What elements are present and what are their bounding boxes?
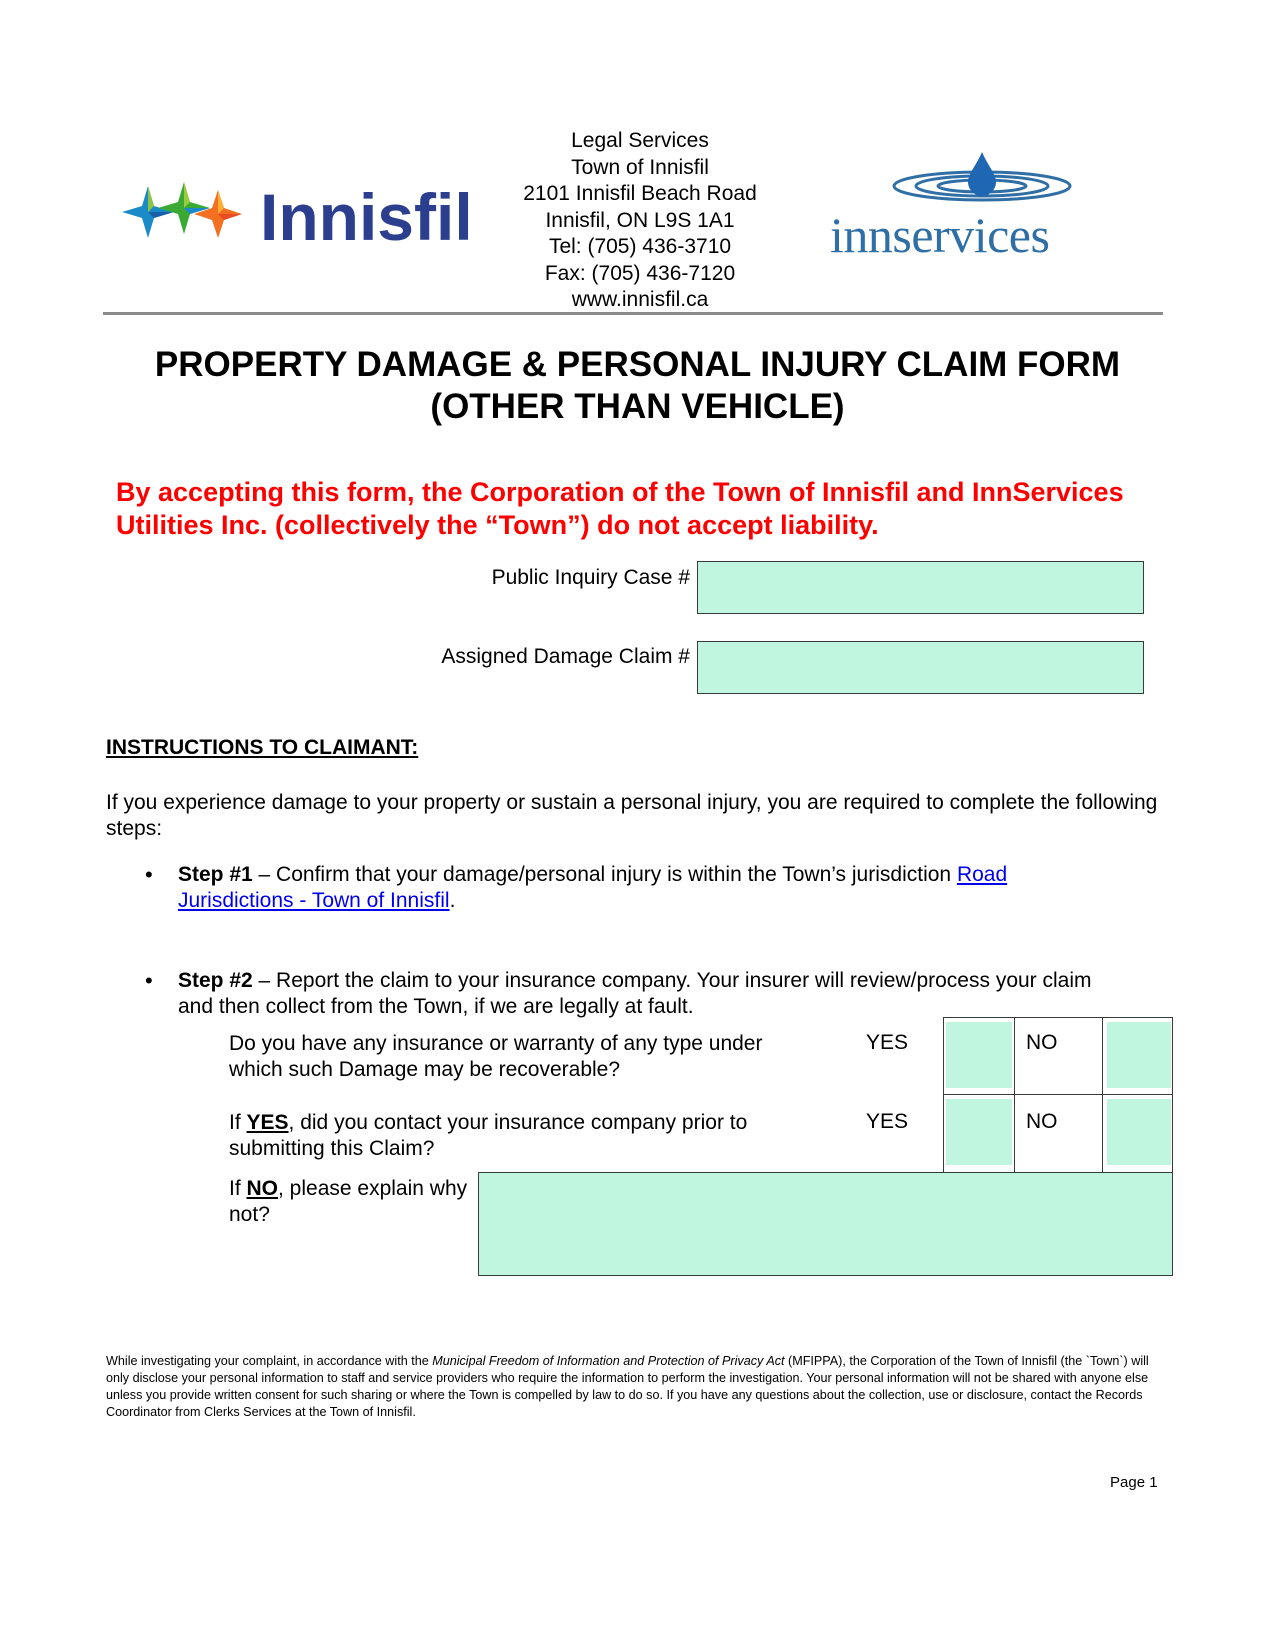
grid-line (1172, 1017, 1173, 1172)
innservices-logo-text: innservices (830, 207, 1050, 263)
innservices-logo (830, 150, 1130, 270)
header-divider (103, 312, 1163, 315)
q2-no-label: NO (1026, 1110, 1058, 1133)
q2-yes-checkbox[interactable] (946, 1099, 1012, 1165)
step-1 (178, 862, 1098, 914)
grid-line (944, 1094, 1172, 1095)
water-drop-icon (882, 150, 1082, 210)
address-line: Innisfil, ON L9S 1A1 (545, 208, 735, 232)
instructions-intro: If you experience damage to your property or sustain a personal injury, you are required to complete the following steps: (106, 791, 1158, 840)
damage-claim-label: Assigned Damage Claim # (441, 645, 690, 668)
question-insurance: Do you have any insurance or warranty of any type under which such Damage may be recoverable? (229, 1032, 763, 1081)
innisfil-logo-text: Innisfil (260, 180, 473, 254)
address-line: 2101 Innisfil Beach Road (523, 182, 757, 205)
step-2-label: Step #2 (178, 969, 253, 992)
step-2-text: – Report the claim to your insurance company. Your insurer will review/process your claim and then collect from the Town, if we are legally at fault. (178, 969, 1092, 1018)
damage-claim-field[interactable] (697, 641, 1144, 694)
instructions-heading: INSTRUCTIONS TO CLAIMANT: (106, 736, 419, 759)
question-explain: If NO, please explain why not? (229, 1177, 468, 1226)
q1-yes-checkbox[interactable] (946, 1022, 1012, 1088)
question-contacted-insurer: If YES, did you contact your insurance company prior to submitting this Claim? (229, 1111, 748, 1160)
step-1-text: – Confirm that your damage/personal injury is within the Town’s jurisdiction (252, 863, 957, 886)
address-block (470, 128, 810, 314)
public-inquiry-label: Public Inquiry Case # (491, 566, 690, 589)
q2-yes-label: YES (866, 1110, 909, 1133)
innisfil-logo (118, 178, 473, 258)
q1-no-label: NO (1026, 1031, 1058, 1054)
liability-warning: By accepting this form, the Corporation of the Town of Innisfil and InnServices Utilities Inc. (collectively the “Town”) do not accept liability. (116, 477, 1124, 540)
step-1-end: . (449, 889, 456, 912)
grid-line (944, 1017, 1172, 1018)
privacy-act-name: Municipal Freedom of Information and Protection of Privacy Act (432, 1354, 785, 1368)
q1-yes-label: YES (866, 1031, 909, 1054)
q3-no-emphasis: NO (246, 1177, 279, 1200)
form-title (60, 344, 1215, 428)
grid-line (1014, 1017, 1015, 1172)
grid-line (1102, 1017, 1103, 1172)
road-jurisdictions-link[interactable]: Road Jurisdictions - Town of Innisfil (178, 863, 1008, 912)
explanation-textarea[interactable] (478, 1172, 1173, 1276)
address-website: www.innisfil.ca (571, 288, 709, 311)
innisfil-star-icon (118, 178, 258, 258)
step-1-label: Step #1 (178, 863, 253, 886)
form-title-line2: (OTHER THAN VEHICLE) (430, 387, 845, 426)
privacy-notice: While investigating your complaint, in accordance with the Municipal Freedom of Information and Protection of Privacy Act (MFIPPA), the Corporation of the Town of Innisfil (the `Town`) will only disclose your personal information to staff and service providers who require the information to perform the investigation. Your personal information will not be shared with anyone else unless you provide written consent for such sharing or where the Town is compelled by law to do so. If you have any questions about the collection, use or disclosure, contact the Records Coordinator from Clerks Services at the Town of Innisfil. (106, 1354, 1149, 1419)
step-2 (178, 968, 1118, 1020)
address-line: Town of Innisfil (571, 155, 709, 179)
q2-no-checkbox[interactable] (1107, 1099, 1171, 1165)
page-number: Page 1 (1110, 1474, 1158, 1491)
q2-yes-emphasis: YES (246, 1111, 289, 1134)
public-inquiry-field[interactable] (697, 561, 1144, 614)
grid-line (943, 1017, 944, 1172)
bullet-icon: • (145, 862, 153, 887)
form-title-line1: PROPERTY DAMAGE & PERSONAL INJURY CLAIM FORM (154, 345, 1121, 384)
address-line: Tel: (705) 436-3710 (548, 235, 732, 258)
address-line: Fax: (705) 436-7120 (544, 261, 736, 285)
q1-no-checkbox[interactable] (1107, 1022, 1171, 1088)
bullet-icon: • (145, 968, 153, 993)
address-line: Legal Services (571, 129, 709, 152)
